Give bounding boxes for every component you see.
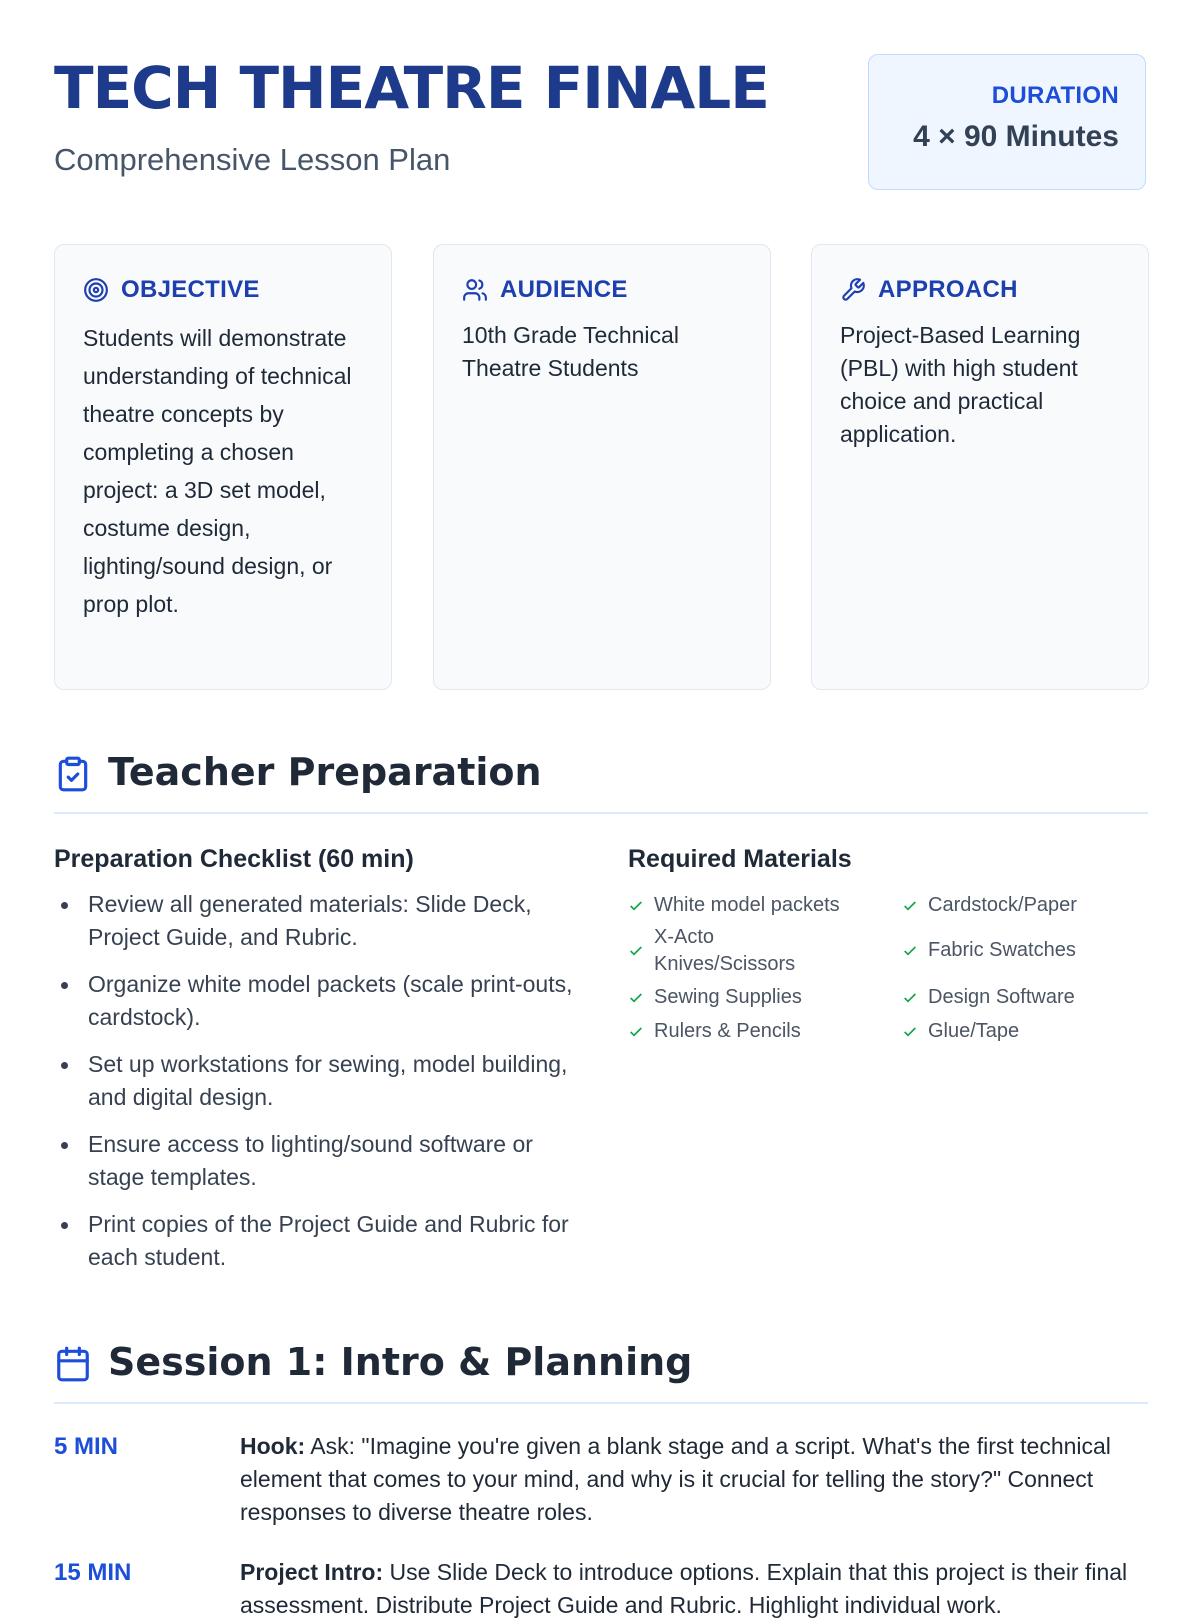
section-title: Session 1: Intro & Planning [108, 1340, 693, 1384]
section-title: Teacher Preparation [108, 750, 542, 794]
check-icon [628, 943, 644, 959]
material-item: Design Software [902, 984, 1148, 1011]
approach-title: APPROACH [878, 276, 1018, 303]
check-icon [902, 943, 918, 959]
duration-label: DURATION [991, 82, 1119, 109]
audience-card [433, 244, 771, 690]
material-item: X-Acto Knives/Scissors [628, 924, 818, 978]
checklist-item: Organize white model packets (scale print-outs, cardstock). [54, 968, 594, 1034]
session-1-heading [54, 1334, 1148, 1404]
schedule-description: Use Slide Deck to introduce options. Explain that this project is their final assessment. Distribute Project Guide and Rubric. Highlight individual work. [240, 1559, 1128, 1618]
checklist-title: Preparation Checklist (60 min) [54, 845, 414, 873]
wrench-icon [840, 277, 866, 303]
material-item: White model packets [628, 892, 888, 919]
material-item: Glue/Tape [902, 1018, 1148, 1045]
audience-text: 10th Grade Technical Theatre Students [462, 322, 679, 381]
schedule-description: Ask: "Imagine you're given a blank stage and a script. What's the first technical element that comes to your mind, and why is it crucial for telling the story?" Connect responses to diverse theatre roles. [240, 1433, 1111, 1525]
material-item: Sewing Supplies [628, 984, 888, 1011]
overview-cards [54, 244, 1148, 690]
schedule-text [240, 1430, 1148, 1529]
required-materials [628, 842, 1148, 1042]
objective-text: Students will demonstrate understanding of technical theatre concepts by completing a chosen project: a 3D set model, costume design, lighting/sound design, or prop plot. [83, 325, 352, 617]
checklist-item: Ensure access to lighting/sound software or stage templates. [54, 1128, 594, 1194]
preparation-checklist [54, 842, 594, 1288]
schedule-item [54, 1556, 1148, 1622]
checklist-item: Set up workstations for sewing, model building, and digital design. [54, 1048, 594, 1114]
schedule-time: 15 MIN [54, 1559, 132, 1586]
objective-card [54, 244, 392, 690]
page-subtitle: Comprehensive Lesson Plan [54, 142, 451, 177]
check-icon [628, 990, 644, 1006]
session-1-schedule [54, 1430, 1148, 1622]
header [54, 52, 1146, 192]
teacher-prep-heading [54, 744, 1148, 814]
duration-value: 4 × 90 Minutes [913, 120, 1119, 153]
schedule-label: Project Intro: [240, 1559, 384, 1585]
schedule-time: 5 MIN [54, 1433, 119, 1460]
checklist-item: Review all generated materials: Slide Deck, Project Guide, and Rubric. [54, 888, 594, 954]
materials-title: Required Materials [628, 845, 852, 873]
page-title: TECH THEATRE FINALE [54, 54, 769, 122]
check-icon [628, 898, 644, 914]
checklist-item: Print copies of the Project Guide and Rubric for each student. [54, 1208, 594, 1274]
users-icon [462, 277, 488, 303]
schedule-text [240, 1556, 1148, 1622]
approach-text: Project-Based Learning (PBL) with high student choice and practical application. [840, 322, 1081, 447]
clipboard-check-icon [54, 754, 92, 794]
check-icon [628, 1024, 644, 1040]
material-item: Cardstock/Paper [902, 892, 1148, 919]
check-icon [902, 898, 918, 914]
material-item: Rulers & Pencils [628, 1018, 888, 1045]
check-icon [902, 990, 918, 1006]
target-icon [83, 277, 109, 303]
material-item: Fabric Swatches [902, 937, 1148, 964]
objective-title: OBJECTIVE [121, 276, 260, 303]
duration-badge [868, 54, 1146, 190]
check-icon [902, 1024, 918, 1040]
schedule-label: Hook: [240, 1433, 306, 1459]
calendar-icon [54, 1344, 92, 1384]
approach-card [811, 244, 1149, 690]
audience-title: AUDIENCE [500, 276, 628, 303]
schedule-item [54, 1430, 1148, 1556]
